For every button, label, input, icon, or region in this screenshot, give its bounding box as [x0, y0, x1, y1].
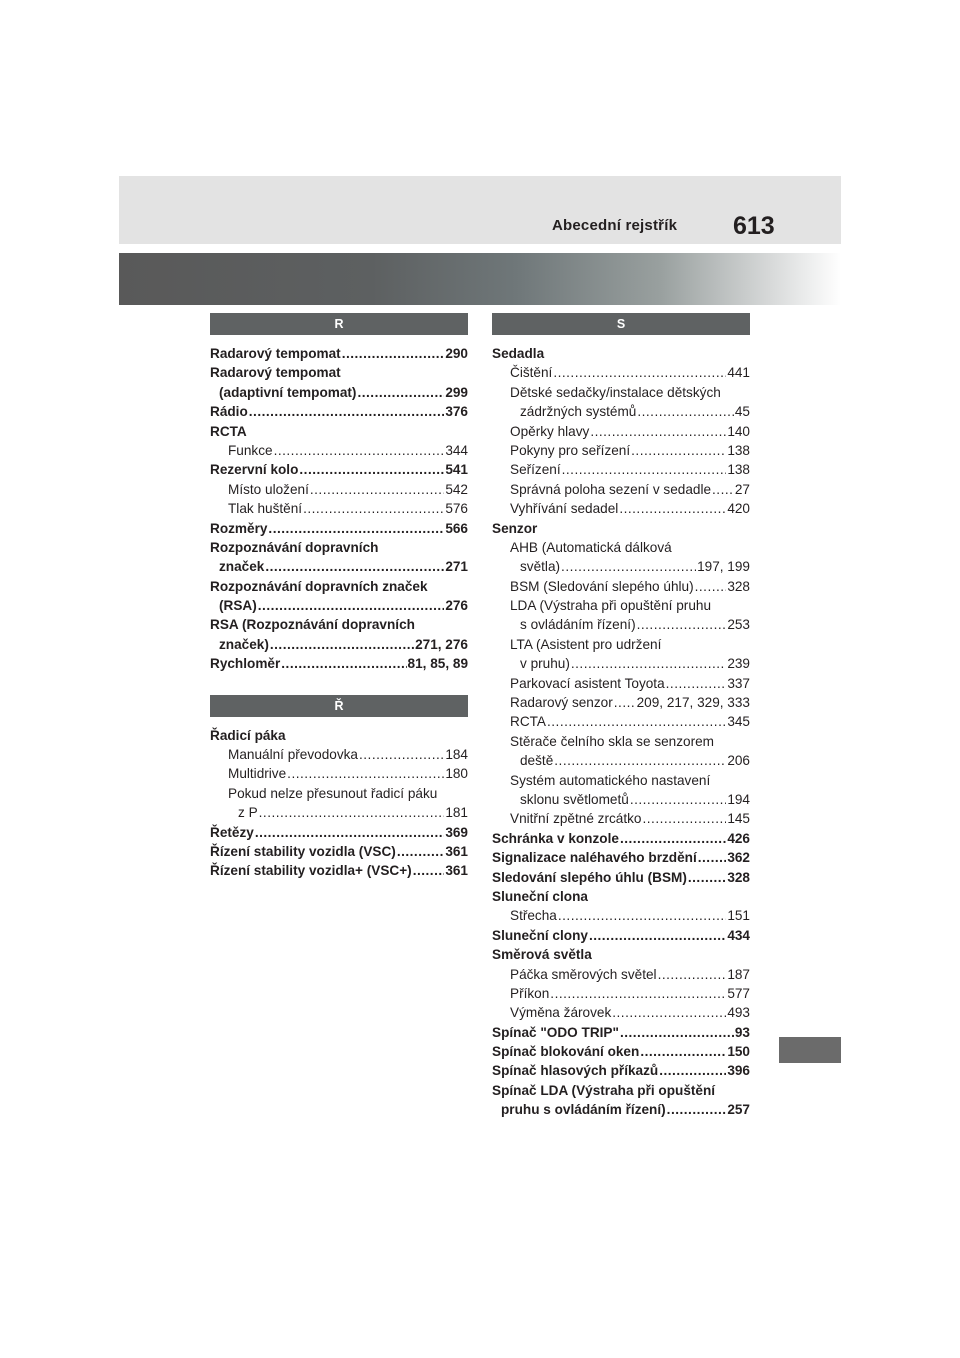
index-page-ref: 328 [727, 869, 750, 885]
dot-leader [342, 344, 445, 363]
index-entry [210, 861, 468, 880]
dot-leader [270, 635, 414, 654]
index-page-ref: 345 [727, 714, 750, 730]
index-entry [210, 726, 468, 745]
dot-leader [667, 1100, 727, 1119]
index-entry [492, 1061, 750, 1080]
dot-leader [612, 1003, 726, 1022]
dot-leader [268, 519, 444, 538]
dot-leader [303, 499, 444, 518]
index-column-right [492, 313, 750, 1120]
index-entry [492, 460, 750, 479]
section-rcaron-entries [210, 726, 468, 881]
index-entry [210, 499, 468, 518]
index-entry [492, 906, 750, 925]
dot-leader [695, 577, 727, 596]
index-entry [210, 823, 468, 842]
index-entry [492, 945, 750, 964]
index-page-ref: 290 [445, 346, 468, 361]
index-term: Čištění [510, 365, 553, 381]
index-entry [492, 887, 750, 906]
index-term: Pokyny pro seřízení [510, 442, 631, 458]
dot-leader [281, 654, 406, 673]
index-entry [210, 745, 468, 764]
index-page-ref: 328 [727, 578, 750, 594]
index-entry [210, 635, 468, 654]
dot-leader [287, 764, 444, 783]
index-page-ref: 27 [734, 481, 750, 497]
dot-leader [698, 848, 727, 867]
index-term: Spínač hlasových příkazů [492, 1063, 659, 1079]
index-page-ref: 576 [445, 501, 468, 517]
index-term: Vnitřní zpětné zrcátko [510, 811, 642, 827]
index-term: Správná poloha sezení v sedadle [510, 481, 712, 497]
index-entry [210, 383, 468, 402]
index-term: Senzor [492, 520, 538, 536]
index-entry [210, 557, 468, 576]
index-page-ref: 426 [727, 830, 750, 846]
index-term: Stěrače čelního skla se senzorem [510, 733, 715, 749]
index-page-ref: 197, 199 [697, 559, 750, 575]
index-term: RSA (Rozpoznávání dopravních [210, 617, 415, 633]
dot-leader [637, 615, 727, 634]
index-page-ref: 541 [445, 462, 468, 478]
index-entry [492, 693, 750, 712]
dot-leader [554, 751, 726, 770]
index-entry [492, 1023, 750, 1042]
index-entry [210, 460, 468, 479]
index-page-ref: 239 [727, 656, 750, 672]
dot-leader [558, 906, 726, 925]
index-entry [492, 1100, 750, 1119]
index-term: Rozměry [210, 520, 268, 536]
index-term: Směrová světla [492, 947, 592, 963]
dot-leader [561, 557, 696, 576]
index-page-ref: 151 [727, 908, 750, 924]
index-page-ref: 206 [727, 753, 750, 769]
index-entry [492, 868, 750, 887]
index-term: Výměna žárovek [510, 1005, 612, 1021]
index-term: RCTA [510, 714, 546, 730]
dot-leader [255, 823, 444, 842]
dot-leader [310, 480, 444, 499]
index-term: Páčka směrových světel [510, 966, 657, 982]
page-number: 613 [733, 212, 775, 240]
index-term: Rozpoznávání dopravních značek [210, 578, 428, 594]
index-page-ref: 369 [445, 824, 468, 840]
section-header-s: S [492, 313, 750, 335]
index-entry [492, 829, 750, 848]
index-term: LTA (Asistent pro udržení [510, 636, 662, 652]
index-term: Příkon [510, 985, 550, 1001]
index-page-ref: 194 [727, 791, 750, 807]
index-page-ref: 181 [445, 805, 468, 821]
section-r-entries [210, 344, 468, 674]
index-page-ref: 577 [727, 985, 750, 1001]
page-title: Abecední rejstřík [552, 217, 678, 234]
index-entry [492, 965, 750, 984]
index-entry [492, 441, 750, 460]
index-page-ref: 361 [445, 863, 468, 879]
index-term: Vyhřívání sedadel [510, 501, 619, 517]
index-term: Sledování slepého úhlu (BSM) [492, 869, 687, 885]
index-term: Spínač "ODO TRIP" [492, 1024, 619, 1040]
index-term: světla) [520, 559, 561, 575]
dot-leader [258, 596, 445, 615]
index-column-left [210, 313, 468, 881]
index-entry [210, 363, 468, 382]
index-term: Opěrky hlavy [510, 423, 590, 439]
index-entry [210, 519, 468, 538]
index-entry [210, 344, 468, 363]
index-entry [492, 402, 750, 421]
index-entry [210, 538, 468, 557]
index-entry [492, 712, 750, 731]
index-term: Systém automatického nastavení [510, 772, 711, 788]
index-entry [210, 402, 468, 421]
index-entry [492, 577, 750, 596]
index-term: Parkovací asistent Toyota [510, 675, 665, 691]
index-entry [492, 732, 750, 751]
index-page-ref: 361 [445, 843, 468, 859]
index-entry [492, 615, 750, 634]
index-term: Radarový senzor [510, 695, 613, 711]
index-term: Seřízení [510, 462, 561, 478]
index-page-ref: 138 [727, 442, 750, 458]
index-entry [210, 577, 468, 596]
index-page-ref: 257 [727, 1102, 750, 1118]
index-page-ref: 376 [445, 404, 468, 420]
dot-leader [614, 693, 636, 712]
index-term: zádržných systémů [520, 404, 637, 420]
index-term: Spínač blokování oken [492, 1044, 640, 1060]
index-entry [492, 984, 750, 1003]
index-page-ref: 187 [727, 966, 750, 982]
dot-leader [666, 674, 727, 693]
index-page-ref: 184 [445, 747, 468, 763]
index-term: Řetězy [210, 824, 254, 840]
index-page-ref: 150 [727, 1044, 750, 1060]
index-term: deště [520, 753, 554, 769]
index-page-ref: 253 [727, 617, 750, 633]
index-term: Řadicí páka [210, 727, 286, 743]
index-entry [492, 674, 750, 693]
index-term: Sluneční clony [492, 927, 588, 943]
index-term: z P [238, 805, 258, 821]
index-entry [492, 538, 750, 557]
index-page-ref: 271, 276 [415, 636, 468, 652]
index-term: RCTA [210, 423, 247, 439]
index-page-ref: 493 [727, 1005, 750, 1021]
index-page-ref: 81, 85, 89 [407, 656, 468, 672]
index-page-ref: 271 [445, 559, 468, 575]
dot-leader [589, 926, 726, 945]
dot-leader [571, 654, 726, 673]
index-page-ref: 140 [727, 423, 750, 439]
index-term: AHB (Automatická dálková [510, 539, 672, 555]
index-term: v pruhu) [520, 656, 570, 672]
dot-leader [659, 1061, 726, 1080]
index-entry [492, 926, 750, 945]
index-term: Multidrive [228, 766, 287, 782]
index-page-ref: 45 [734, 404, 750, 420]
index-entry [210, 654, 468, 673]
index-page-ref: 276 [445, 598, 468, 614]
dot-leader [259, 803, 445, 822]
index-page-ref: 180 [445, 766, 468, 782]
dot-leader [590, 422, 726, 441]
index-entry [210, 480, 468, 499]
index-entry [210, 803, 468, 822]
index-term: Radarový tempomat [210, 365, 341, 381]
thumb-index-tab [779, 1037, 841, 1063]
index-term: Manuální převodovka [228, 747, 358, 763]
index-page-ref: 93 [734, 1024, 750, 1040]
index-term: Rádio [210, 404, 248, 420]
index-page-ref: 337 [727, 675, 750, 691]
index-term: Rychloměr [210, 656, 281, 672]
index-page-ref: 396 [727, 1063, 750, 1079]
index-page-ref: 420 [727, 501, 750, 517]
index-entry [492, 635, 750, 654]
index-term: Sluneční clona [492, 888, 588, 904]
index-term: Střecha [510, 908, 557, 924]
dot-leader [397, 842, 445, 861]
index-page-ref: 362 [727, 850, 750, 866]
index-entry [210, 441, 468, 460]
decorative-gradient-band [119, 253, 841, 305]
dot-leader [658, 965, 727, 984]
index-entry [492, 790, 750, 809]
index-entry [492, 363, 750, 382]
index-term: Řízení stability vozidla (VSC) [210, 843, 396, 859]
index-term: Signalizace naléhavého brzdění [492, 850, 697, 866]
dot-leader [357, 383, 444, 402]
dot-leader [553, 363, 726, 382]
section-s-entries [492, 344, 750, 1120]
index-term: Místo uložení [228, 481, 309, 497]
dot-leader [688, 868, 726, 887]
dot-leader [620, 829, 726, 848]
index-term: pruhu s ovládáním řízení) [501, 1102, 666, 1118]
dot-leader [712, 480, 734, 499]
index-entry [210, 764, 468, 783]
index-term: (RSA) [219, 598, 257, 614]
index-entry [492, 771, 750, 790]
index-term: (adaptivní tempomat) [219, 384, 357, 400]
index-entry [492, 422, 750, 441]
dot-leader [413, 861, 445, 880]
index-term: BSM (Sledování slepého úhlu) [510, 578, 694, 594]
section-header-r: R [210, 313, 468, 335]
index-term: Schránka v konzole [492, 830, 619, 846]
dot-leader [640, 1042, 726, 1061]
dot-leader [620, 1023, 734, 1042]
index-page-ref: 145 [727, 811, 750, 827]
index-entry [210, 784, 468, 803]
index-term: značek [219, 559, 265, 575]
index-entry [492, 848, 750, 867]
index-term: Rozpoznávání dopravních [210, 539, 379, 555]
index-entry [492, 751, 750, 770]
index-page-ref: 542 [445, 481, 468, 497]
index-term: Pokud nelze přesunout řadicí páku [228, 785, 438, 801]
dot-leader [637, 402, 734, 421]
index-term: Řízení stability vozidla+ (VSC+) [210, 863, 412, 879]
index-entry [492, 519, 750, 538]
dot-leader [631, 441, 726, 460]
index-page-ref: 138 [727, 462, 750, 478]
index-entry [492, 809, 750, 828]
index-entry [492, 1081, 750, 1100]
index-page-ref: 566 [445, 520, 468, 536]
dot-leader [550, 984, 726, 1003]
index-entry [492, 1003, 750, 1022]
index-entry [492, 557, 750, 576]
dot-leader [359, 745, 444, 764]
index-entry [492, 344, 750, 363]
index-entry [492, 499, 750, 518]
index-term: sklonu světlometů [520, 791, 629, 807]
index-entry [492, 654, 750, 673]
dot-leader [274, 441, 445, 460]
dot-leader [249, 402, 445, 421]
index-term: Funkce [228, 442, 273, 458]
index-term: značek) [219, 636, 269, 652]
index-page-ref: 209, 217, 329, 333 [636, 695, 750, 711]
index-entry [210, 596, 468, 615]
index-term: Rezervní kolo [210, 462, 299, 478]
dot-leader [265, 557, 444, 576]
index-entry [492, 383, 750, 402]
index-page-ref: 344 [445, 442, 468, 458]
index-term: Sedadla [492, 346, 545, 361]
index-term: Dětské sedačky/instalace dětských [510, 384, 721, 400]
index-entry [492, 480, 750, 499]
index-term: LDA (Výstraha při opuštění pruhu [510, 598, 711, 614]
index-page-ref: 434 [727, 927, 750, 943]
index-term: s ovládáním řízení) [520, 617, 636, 633]
index-term: Spínač LDA (Výstraha při opuštění [492, 1082, 716, 1098]
section-header-rcaron: Ř [210, 695, 468, 717]
dot-leader [547, 712, 726, 731]
index-entry [210, 422, 468, 441]
dot-leader [562, 460, 727, 479]
index-term: Radarový tempomat [210, 346, 341, 361]
index-entry [210, 615, 468, 634]
index-entry [492, 1042, 750, 1061]
index-entry [210, 842, 468, 861]
dot-leader [642, 809, 726, 828]
dot-leader [619, 499, 726, 518]
index-page-ref: 299 [445, 384, 468, 400]
dot-leader [630, 790, 727, 809]
index-page-ref: 441 [727, 365, 750, 381]
index-term: Tlak huštění [228, 501, 303, 517]
index-entry [492, 596, 750, 615]
dot-leader [299, 460, 444, 479]
